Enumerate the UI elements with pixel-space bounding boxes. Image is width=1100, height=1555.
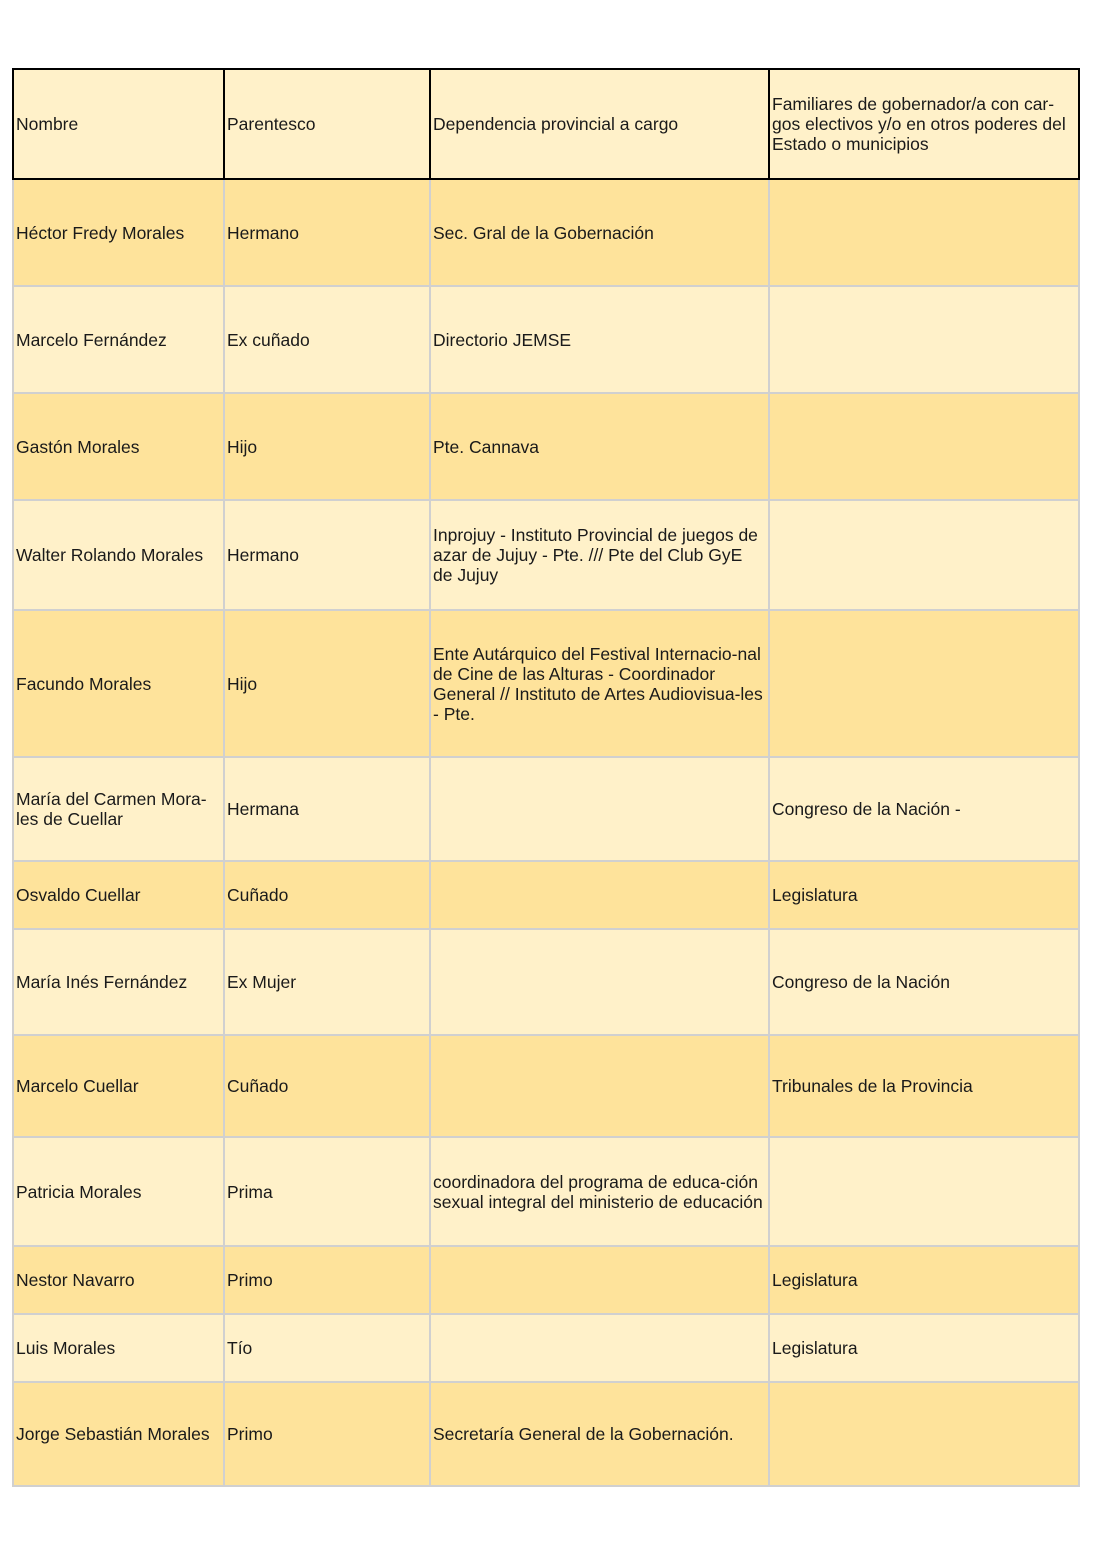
cell-nombre: Facundo Morales — [13, 610, 224, 757]
cell-parentesco: Hermana — [224, 757, 430, 861]
cell-familiares: Legislatura — [769, 1314, 1079, 1382]
cell-dependencia: Secretaría General de la Gobernación. — [430, 1382, 769, 1486]
cell-nombre: Marcelo Cuellar — [13, 1035, 224, 1137]
cell-dependencia — [430, 861, 769, 929]
cell-parentesco: Cuñado — [224, 1035, 430, 1137]
cell-dependencia: Ente Autárquico del Festival Internacio-nal de Cine de las Alturas - Coordinador General // Instituto de Artes Audiovisua-les - Pte. — [430, 610, 769, 757]
cell-parentesco: Hermano — [224, 179, 430, 286]
cell-familiares: Congreso de la Nación — [769, 929, 1079, 1035]
cell-parentesco: Ex Mujer — [224, 929, 430, 1035]
header-dependencia: Dependencia provincial a cargo — [430, 69, 769, 179]
cell-dependencia — [430, 757, 769, 861]
table-row — [13, 393, 1079, 500]
cell-nombre: Marcelo Fernández — [13, 286, 224, 393]
cell-parentesco: Hermano — [224, 500, 430, 610]
cell-familiares — [769, 286, 1079, 393]
cell-familiares — [769, 1137, 1079, 1246]
cell-dependencia: Sec. Gral de la Gobernación — [430, 179, 769, 286]
cell-familiares — [769, 179, 1079, 286]
cell-nombre: Jorge Sebastián Morales — [13, 1382, 224, 1486]
cell-parentesco: Primo — [224, 1246, 430, 1314]
cell-nombre: Luis Morales — [13, 1314, 224, 1382]
cell-parentesco: Ex cuñado — [224, 286, 430, 393]
table-row — [13, 1246, 1079, 1314]
family-officials-table — [12, 68, 1080, 1487]
table-row — [13, 757, 1079, 861]
cell-familiares: Congreso de la Nación - — [769, 757, 1079, 861]
table-row — [13, 929, 1079, 1035]
cell-nombre: Nestor Navarro — [13, 1246, 224, 1314]
cell-dependencia — [430, 1035, 769, 1137]
cell-parentesco: Hijo — [224, 610, 430, 757]
cell-dependencia: coordinadora del programa de educa-ción sexual integral del ministerio de educación — [430, 1137, 769, 1246]
table-row — [13, 610, 1079, 757]
table-header-row — [13, 69, 1079, 179]
cell-dependencia — [430, 1246, 769, 1314]
cell-parentesco: Cuñado — [224, 861, 430, 929]
table-row — [13, 286, 1079, 393]
cell-parentesco: Primo — [224, 1382, 430, 1486]
cell-parentesco: Tío — [224, 1314, 430, 1382]
cell-familiares — [769, 500, 1079, 610]
table-row — [13, 861, 1079, 929]
cell-nombre: María Inés Fernández — [13, 929, 224, 1035]
cell-familiares: Legislatura — [769, 1246, 1079, 1314]
cell-familiares — [769, 610, 1079, 757]
cell-familiares: Tribunales de la Provincia — [769, 1035, 1079, 1137]
cell-familiares — [769, 393, 1079, 500]
table-row — [13, 179, 1079, 286]
cell-dependencia: Inprojuy - Instituto Provincial de juegos de azar de Jujuy - Pte. /// Pte del Club GyE de Jujuy — [430, 500, 769, 610]
cell-dependencia — [430, 929, 769, 1035]
cell-nombre: Patricia Morales — [13, 1137, 224, 1246]
table-row — [13, 500, 1079, 610]
cell-familiares — [769, 1382, 1079, 1486]
header-parentesco: Parentesco — [224, 69, 430, 179]
cell-parentesco: Hijo — [224, 393, 430, 500]
table-row — [13, 1382, 1079, 1486]
cell-dependencia: Directorio JEMSE — [430, 286, 769, 393]
cell-parentesco: Prima — [224, 1137, 430, 1246]
cell-nombre: Héctor Fredy Morales — [13, 179, 224, 286]
table-row — [13, 1314, 1079, 1382]
header-nombre: Nombre — [13, 69, 224, 179]
cell-nombre: Osvaldo Cuellar — [13, 861, 224, 929]
cell-nombre: Gastón Morales — [13, 393, 224, 500]
cell-dependencia — [430, 1314, 769, 1382]
table-row — [13, 1035, 1079, 1137]
cell-nombre: María del Carmen Mora-les de Cuellar — [13, 757, 224, 861]
header-familiares: Familiares de gobernador/a con car-gos electivos y/o en otros poderes del Estado o municipios — [769, 69, 1079, 179]
cell-familiares: Legislatura — [769, 861, 1079, 929]
cell-nombre: Walter Rolando Morales — [13, 500, 224, 610]
table-row — [13, 1137, 1079, 1246]
cell-dependencia: Pte. Cannava — [430, 393, 769, 500]
